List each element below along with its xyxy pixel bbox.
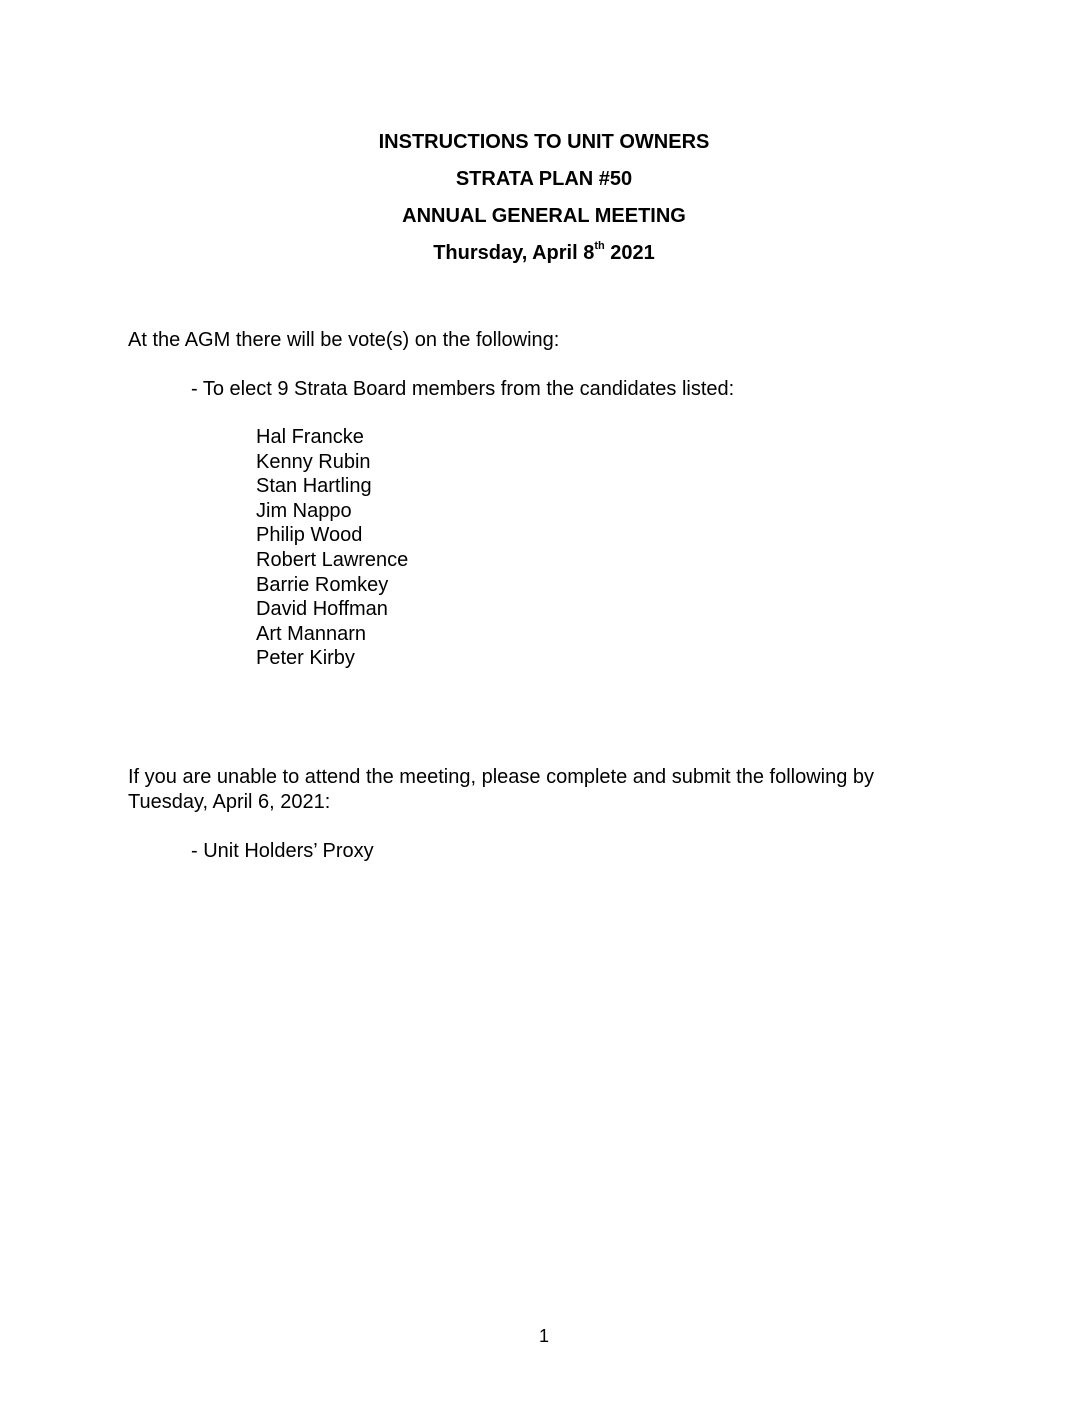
candidate-name: Philip Wood [256, 524, 363, 547]
candidate-name: Barrie Romkey [256, 573, 389, 596]
meeting-type-heading: ANNUAL GENERAL MEETING [402, 205, 686, 227]
candidate-name: Hal Francke [256, 426, 364, 448]
submission-deadline: Tuesday, April 6, 2021: [128, 791, 331, 813]
meeting-date-ordinal: th [594, 240, 605, 253]
page-number: 1 [538, 1326, 549, 1346]
candidate-name: Art Mannarn [256, 622, 367, 645]
meeting-date-heading [0, 241, 1088, 265]
candidate-list [256, 425, 408, 671]
strata-plan-heading: STRATA PLAN #50 [455, 168, 633, 190]
meeting-date-year: 2021 [604, 242, 655, 264]
candidate-name: Kenny Rubin [256, 450, 371, 473]
candidate-name: Jim Nappo [256, 499, 352, 522]
absence-instruction: If you are unable to attend the meeting, please complete and submit the following by [128, 766, 875, 788]
document-title: INSTRUCTIONS TO UNIT OWNERS [378, 131, 710, 153]
election-item: - To elect 9 Strata Board members from the candidates listed: [191, 378, 735, 400]
candidate-name: Stan Hartling [256, 475, 372, 498]
proxy-item: - Unit Holders’ Proxy [191, 840, 374, 862]
candidate-name: Peter Kirby [256, 647, 355, 670]
intro-paragraph: At the AGM there will be vote(s) on the following: [128, 329, 560, 351]
candidate-name: Robert Lawrence [256, 548, 409, 571]
candidate-name: David Hoffman [256, 598, 388, 621]
meeting-date-prefix: Thursday, April 8 [433, 242, 595, 264]
